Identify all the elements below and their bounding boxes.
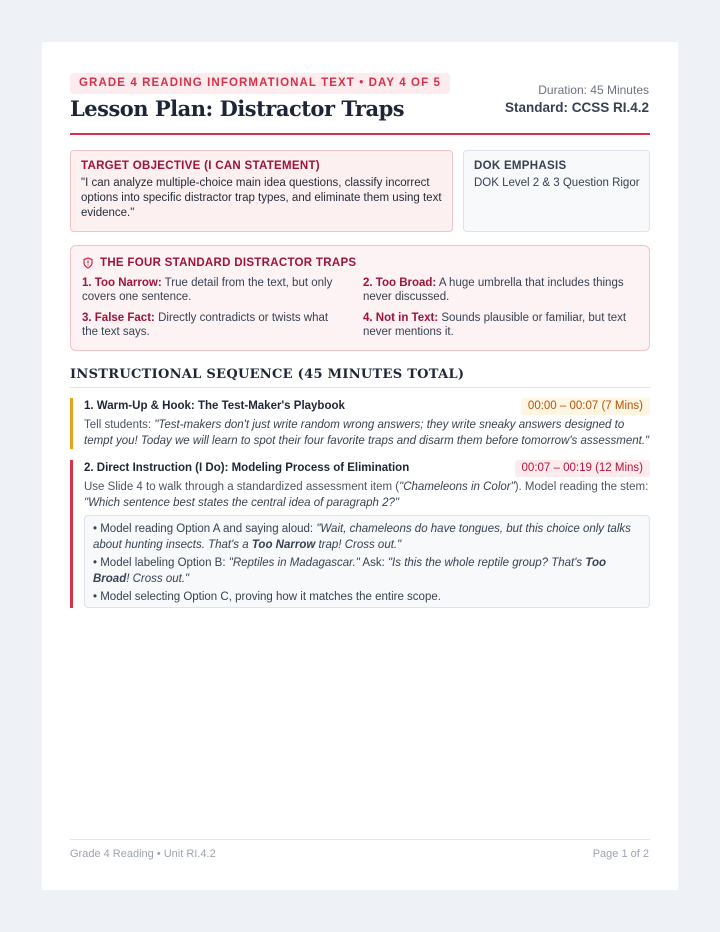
bullet-text: Ask: (359, 557, 388, 569)
trap-too-narrow (82, 276, 347, 304)
sequence-divider (70, 387, 650, 388)
trap-name: 3. False Fact: (82, 312, 155, 324)
bullet-quote: "Is this the whole reptile group? That's (387, 557, 586, 569)
step-description (84, 417, 650, 449)
step-accent-bar (70, 398, 73, 449)
trap-desc: A huge umbrella that includes things never discussed. (363, 277, 624, 303)
bullet-lead: • Model selecting Option C, proving how it matches the entire scope. (93, 591, 441, 603)
trap-name: 1. Too Narrow: (82, 277, 162, 289)
grade-kicker: GRADE 4 READING INFORMATIONAL TEXT • DAY 4 OF 5 (70, 73, 450, 94)
trap-desc: Sounds plausible or familiar, but text never mentions it. (363, 312, 627, 338)
trap-reference: Too Broad (93, 557, 607, 585)
step-title: 2. Direct Instruction (I Do): Modeling Process of Elimination (84, 462, 410, 474)
step-lead: Tell students: (84, 419, 152, 431)
bullet-quote: ! Cross out." (126, 572, 190, 585)
shield-alert-icon (82, 257, 94, 269)
standard-label: Standard: CCSS RI.4.2 (504, 100, 649, 115)
duration-label: Duration: 45 Minutes (538, 83, 649, 97)
step-warmup (70, 398, 650, 449)
trap-desc: True detail from the text, but only covers one sentence. (82, 277, 333, 303)
trap-reference: Too Narrow (251, 538, 316, 551)
trap-desc: Directly contradicts or twists what the text says. (82, 312, 329, 338)
bullet-quote: "Reptiles in Madagascar." (228, 557, 360, 569)
step-accent-bar (70, 460, 73, 608)
step-time-badge: 00:07 – 00:19 (12 Mins) (515, 460, 650, 477)
page-number: Page 1 of 2 (592, 848, 649, 860)
trap-not-in-text (363, 311, 628, 339)
step-description (84, 479, 650, 511)
question-stem: "Which sentence best states the central idea of paragraph 2?" (84, 497, 400, 509)
list-item (93, 590, 641, 606)
sequence-title: INSTRUCTIONAL SEQUENCE (45 MINUTES TOTAL) (70, 367, 465, 382)
trap-false-fact (82, 311, 347, 339)
step-time-badge: 00:00 – 00:07 (7 Mins) (521, 398, 650, 415)
step-text-part: Use Slide 4 to walk through a standardized assessment item ( (84, 481, 400, 493)
distractor-traps-box (70, 245, 650, 351)
bullet-lead: • Model labeling Option B: (93, 557, 226, 569)
page-title: Lesson Plan: Distractor Traps (70, 96, 405, 121)
trap-too-broad (363, 276, 628, 304)
traps-title: THE FOUR STANDARD DISTRACTOR TRAPS (100, 257, 357, 269)
bullet-quote: "Wait, chameleons do have tongues, but this choice only talks about hunting insects. That's a (93, 523, 631, 551)
footer-divider (70, 839, 650, 840)
dok-text: DOK Level 2 & 3 Question Rigor (474, 177, 640, 189)
header-divider (70, 133, 650, 135)
item-title: "Chameleons in Color" (399, 481, 515, 493)
objective-label: TARGET OBJECTIVE (I CAN STATEMENT) (81, 160, 320, 172)
objective-text: "I can analyze multiple-choice main idea questions, classify incorrect options into specific distractor trap types, and eliminate them using text evidence." (81, 177, 442, 219)
traps-header (82, 257, 356, 269)
step-quote: "Test-makers don't just write random wrong answers; they write sneaky answers designed to tempt you! Today we will learn to spot their four favorite traps and disarm them before tomorrow's assessment." (84, 419, 650, 447)
trap-name: 2. Too Broad: (363, 277, 437, 289)
bullet-lead: • Model reading Option A and saying aloud: (93, 523, 314, 535)
step-text-part: ). Model reading the stem: (514, 481, 649, 493)
dok-label: DOK EMPHASIS (474, 160, 567, 172)
list-item (93, 556, 641, 587)
list-item (93, 522, 641, 553)
lesson-plan-page (42, 42, 678, 890)
dok-emphasis-box (463, 150, 650, 232)
step-title: 1. Warm-Up & Hook: The Test-Maker's Playbook (84, 400, 345, 412)
step-direct-instruction (70, 460, 650, 608)
bullet-quote: trap! Cross out." (315, 538, 402, 551)
modeling-steps-box (84, 515, 650, 608)
target-objective-box (70, 150, 453, 232)
trap-name: 4. Not in Text: (363, 312, 439, 324)
footer-unit: Grade 4 Reading • Unit RI.4.2 (70, 848, 216, 860)
